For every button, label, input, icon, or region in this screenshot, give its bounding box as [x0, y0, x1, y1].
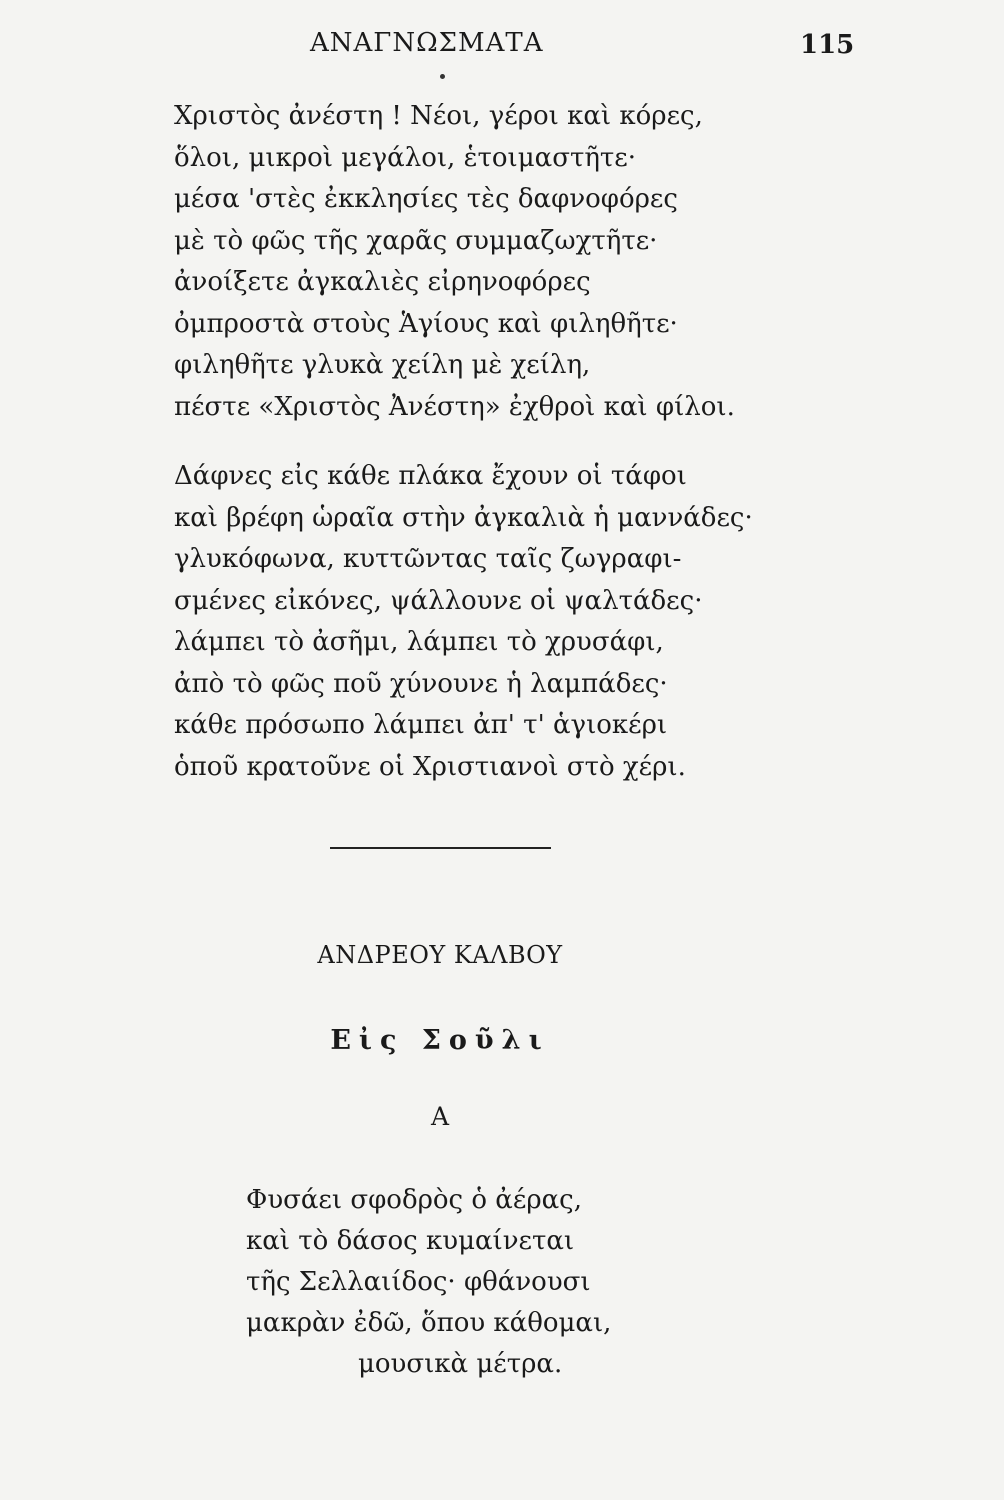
verse-line: ὀμπροστὰ στοὺς Ἁγίους καὶ φιληθῆτε·	[174, 308, 678, 339]
verse-line: Δάφνες εἰς κάθε πλάκα ἔχουν οἱ τάφοι	[174, 461, 687, 491]
verse-line: καὶ τὸ δάσος κυμαίνεται	[246, 1226, 575, 1256]
verse-line: ὁποῦ κρατοῦνε οἱ Χριστιανοὶ στὸ χέρι.	[174, 751, 686, 782]
verse-line: μὲ τὸ φῶς τῆς χαρᾶς συμμαζωχτῆτε·	[174, 225, 658, 256]
section-letter: Α	[430, 1102, 450, 1131]
ornament-dot	[440, 74, 445, 79]
verse-line: μακρὰν ἐδῶ, ὅπου κάθομαι,	[246, 1308, 612, 1338]
running-header	[0, 28, 1004, 68]
verse-line: ἀπὸ τὸ φῶς ποῦ χύνουνε ἡ λαμπάδες·	[174, 668, 668, 699]
poem-title: Εἰς Σοῦλι	[330, 1025, 550, 1056]
verse-line: μουσικὰ μέτρα.	[358, 1349, 563, 1379]
verse-line: ἀνοίξετε ἀγκαλιὲς εἰρηνοφόρες	[174, 267, 591, 297]
section-divider	[330, 847, 551, 849]
stanza-3	[246, 1180, 611, 1385]
verse-line: φιληθῆτε γλυκὰ χείλη μὲ χείλη,	[174, 350, 591, 380]
page-number: 115	[800, 30, 855, 60]
verse-line: ὅλοι, μικροὶ μεγάλοι, ἑτοιμαστῆτε·	[174, 142, 637, 173]
stanza-1	[174, 96, 735, 428]
verse-line: κάθε πρόσωπο λάμπει ἀπ' τ' ἁγιοκέρι	[174, 710, 668, 740]
author-heading: ΑΝΔΡΕΟΥ ΚΑΛΒΟΥ	[317, 941, 563, 969]
stanza-2	[174, 456, 753, 788]
verse-line: τῆς Σελλαιίδος· φθάνουσι	[246, 1267, 591, 1297]
verse-line: σμένες εἰκόνες, ψάλλουνε οἱ ψαλτάδες·	[174, 585, 703, 616]
verse-line: γλυκόφωνα, κυττῶντας ταῖς ζωγραφι-	[174, 544, 682, 574]
verse-line: καὶ βρέφη ὡραῖα στὴν ἀγκαλιὰ ἡ μαννάδες·	[174, 502, 753, 533]
verse-line: μέσα 'στὲς ἐκκλησίες τὲς δαφνοφόρες	[174, 184, 678, 214]
verse-line: Χριστὸς ἀνέστη ! Νέοι, γέροι καὶ κόρες,	[174, 101, 703, 131]
verse-line: πέστε «Χριστὸς Ἀνέστη» ἐχθροὶ καὶ φίλοι.	[174, 391, 735, 422]
running-title: ΑΝΑΓΝΩΣΜΑΤΑ	[310, 28, 544, 58]
verse-line: λάμπει τὸ ἀσῆμι, λάμπει τὸ χρυσάφι,	[174, 627, 664, 657]
verse-line: Φυσάει σφοδρὸς ὁ ἀέρας,	[246, 1185, 582, 1215]
